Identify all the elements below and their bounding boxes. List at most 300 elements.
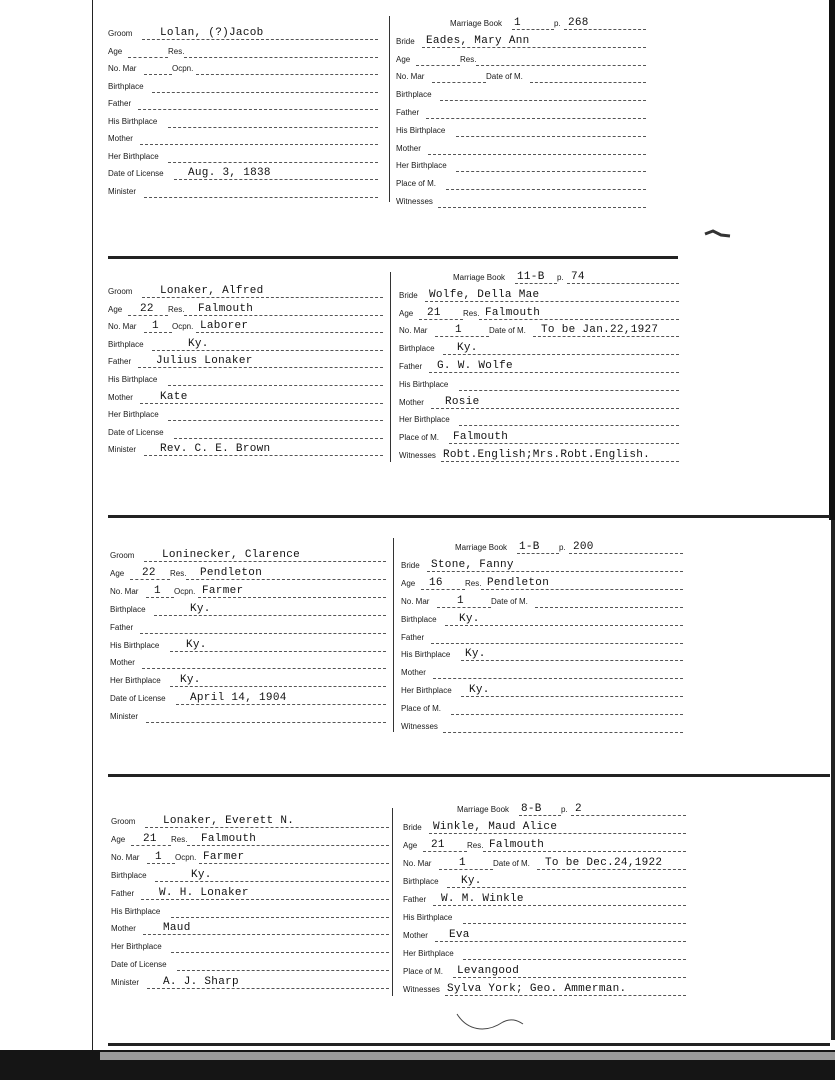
groom-father-line: [141, 899, 389, 900]
bride-name-line: [427, 571, 683, 572]
marriage-book-line: [515, 283, 557, 284]
groom-name-label: Groom: [111, 817, 136, 826]
groom-mother-label: Mother: [111, 924, 136, 934]
form-row: [108, 182, 378, 198]
groom-name-value: Lolan, (?)Jacob: [160, 27, 264, 39]
groom-ocpn-line: [199, 863, 389, 864]
bride-date-of-m-value: To be Dec.24,1922: [545, 857, 663, 869]
form-row: [396, 139, 646, 155]
form-row: [403, 926, 686, 942]
form-row: [111, 937, 389, 953]
groom-birthplace-line: [152, 92, 378, 93]
column-separator: [392, 808, 393, 996]
bride-age-value: 21: [427, 306, 441, 319]
groom-age-value: 21: [143, 832, 157, 845]
groom-date-of-license-label: Date of License: [108, 427, 164, 437]
groom-age-label: Age: [108, 46, 123, 56]
groom-age-line: [131, 845, 171, 846]
bride-place-of-m-label: Place of M.: [403, 967, 444, 976]
bride-age-label: Age: [401, 578, 416, 588]
form-row: [396, 103, 646, 119]
bride-his-birthplace-line: [456, 136, 646, 137]
groom-father-label: Father: [108, 357, 132, 367]
form-row: [111, 902, 389, 918]
form-row: [396, 67, 646, 83]
groom-minister-line: [144, 455, 383, 456]
bride-date-of-m-label: Date of M.: [486, 72, 523, 82]
bride-no-mar-value: 1: [455, 324, 462, 337]
groom-no-mar-line: [144, 332, 172, 333]
groom-ocpn-line: [196, 332, 383, 333]
groom-mother-value: Maud: [163, 922, 191, 935]
bride-name-value: Winkle, Maud Alice: [433, 821, 558, 833]
form-row: [110, 564, 386, 580]
form-row: [111, 973, 389, 989]
form-row: [108, 405, 383, 421]
form-row: [110, 636, 386, 652]
groom-date-of-license-value: April 14, 1904: [190, 692, 287, 705]
bride-witnesses-line: [443, 732, 683, 733]
groom-birthplace-label: Birthplace: [108, 339, 144, 349]
form-row: [110, 600, 386, 616]
form-row: [396, 50, 646, 66]
groom-res-value: Pendleton: [200, 566, 263, 579]
bride-no-mar-line: [439, 869, 493, 870]
bride-name-line: [422, 47, 646, 48]
bride-res-value: Falmouth: [485, 306, 541, 319]
bride-no-mar-line: [435, 336, 489, 337]
groom-ocpn-value: Laborer: [200, 320, 249, 333]
bride-name-value: Stone, Fanny: [431, 558, 514, 571]
groom-res-label: Res.: [168, 304, 185, 314]
bride-her-birthplace-line: [461, 696, 683, 697]
groom-mother-label: Mother: [108, 134, 133, 143]
groom-ocpn-line: [196, 74, 378, 75]
bride-name-label: Bride: [401, 560, 420, 570]
marriage-book-value: 11-B: [517, 271, 545, 283]
bride-date-of-m-line: [537, 869, 686, 870]
groom-minister-label: Minister: [108, 445, 137, 455]
form-row: [403, 890, 686, 906]
bride-birthplace-value: Ky.: [459, 612, 480, 625]
bride-res-line: [483, 851, 686, 852]
scan-bottom-strip: [100, 1052, 835, 1060]
form-row: [396, 121, 646, 137]
groom-name-label: Groom: [108, 29, 133, 38]
bride-witnesses-line: [438, 207, 646, 208]
groom-res-line: [184, 315, 383, 316]
bride-witnesses-label: Witnesses: [399, 451, 436, 460]
form-row: [403, 872, 686, 888]
form-row: [396, 192, 646, 208]
form-row: [401, 574, 683, 590]
bride-place-of-m-line: [446, 189, 646, 190]
bride-res-line: [476, 65, 646, 66]
bride-witnesses-line: [445, 995, 686, 996]
groom-birthplace-line: [155, 881, 389, 882]
bride-mother-value: Rosie: [445, 395, 480, 408]
form-row: [396, 32, 646, 48]
bride-name-value: Wolfe, Della Mae: [429, 288, 540, 301]
form-row: [108, 112, 378, 128]
groom-ocpn-line: [198, 597, 386, 598]
form-row: [401, 556, 683, 572]
groom-no-mar-label: No. Mar: [108, 322, 137, 332]
groom-age-value: 22: [142, 566, 156, 579]
form-row: [108, 440, 383, 456]
column-separator: [389, 16, 390, 202]
groom-her-birthplace-line: [168, 162, 378, 163]
groom-no-mar-value: 1: [152, 320, 159, 333]
marriage-book-page-label: p.: [554, 19, 561, 28]
groom-ocpn-label: Ocpn.: [172, 64, 194, 73]
marriage-book-label: Marriage Book: [455, 543, 508, 552]
groom-no-mar-value: 1: [154, 584, 161, 597]
bride-res-line: [481, 589, 683, 590]
form-row: [108, 59, 378, 75]
marriage-book-value: 1-B: [519, 541, 540, 553]
bride-his-birthplace-label: His Birthplace: [396, 125, 446, 135]
bride-date-of-m-line: [530, 82, 646, 83]
groom-his-birthplace-label: His Birthplace: [111, 906, 161, 916]
form-row: [403, 854, 686, 870]
bride-father-label: Father: [401, 632, 425, 642]
bride-his-birthplace-label: His Birthplace: [399, 379, 449, 389]
groom-age-label: Age: [110, 568, 125, 578]
groom-date-of-license-label: Date of License: [108, 169, 164, 178]
groom-his-birthplace-label: His Birthplace: [108, 375, 158, 384]
bride-age-value: 21: [431, 839, 445, 851]
bride-father-line: [433, 905, 686, 906]
bride-no-mar-label: No. Mar: [396, 72, 425, 82]
groom-minister-label: Minister: [111, 978, 140, 988]
bride-name-line: [429, 833, 686, 834]
bride-date-of-m-label: Date of M.: [491, 596, 528, 606]
bride-mother-label: Mother: [399, 397, 424, 407]
bride-age-line: [423, 851, 467, 852]
bride-his-birthplace-label: His Birthplace: [403, 913, 453, 922]
form-row: [110, 582, 386, 598]
bride-name-line: [425, 301, 679, 302]
bride-date-of-m-line: [535, 607, 683, 608]
groom-ocpn-label: Ocpn.: [172, 322, 194, 332]
groom-date-of-license-value: Aug. 3, 1838: [188, 167, 271, 179]
bride-birthplace-label: Birthplace: [403, 877, 439, 886]
bride-age-label: Age: [403, 841, 418, 850]
groom-his-birthplace-line: [168, 385, 383, 386]
groom-name-label: Groom: [108, 287, 133, 296]
form-row: [111, 812, 389, 828]
record-divider: [108, 515, 830, 518]
pen-scribble-mark: [455, 1008, 525, 1036]
groom-his-birthplace-line: [170, 651, 386, 652]
marriage-book-page-line: [564, 29, 646, 30]
groom-name-label: Groom: [110, 551, 135, 560]
bride-mother-line: [435, 941, 686, 942]
bride-age-line: [421, 589, 465, 590]
bride-age-label: Age: [396, 54, 411, 64]
form-row: [455, 538, 683, 554]
form-row: [399, 304, 679, 320]
groom-her-birthplace-value: Ky.: [180, 674, 201, 687]
groom-her-birthplace-label: Her Birthplace: [108, 410, 159, 420]
groom-no-mar-label: No. Mar: [108, 64, 137, 73]
bride-her-birthplace-label: Her Birthplace: [399, 415, 450, 425]
form-row: [108, 317, 383, 333]
form-row: [110, 618, 386, 634]
bride-res-label: Res.: [467, 841, 484, 850]
bride-age-value: 16: [429, 576, 443, 589]
groom-mother-value: Kate: [160, 390, 188, 403]
form-row: [401, 717, 683, 733]
form-row: [396, 156, 646, 172]
bride-res-label: Res.: [465, 578, 482, 588]
bride-mother-label: Mother: [396, 143, 421, 153]
groom-res-line: [184, 57, 378, 58]
bride-mother-label: Mother: [401, 668, 426, 678]
form-row: [108, 370, 383, 386]
bride-res-value: Pendleton: [487, 576, 550, 589]
form-row: [403, 962, 686, 978]
bride-father-label: Father: [396, 108, 420, 117]
groom-date-of-license-line: [176, 704, 386, 705]
groom-father-line: [140, 633, 386, 634]
groom-her-birthplace-line: [170, 686, 386, 687]
bride-name-value: Eades, Mary Ann: [426, 34, 530, 47]
bride-witnesses-label: Witnesses: [401, 722, 438, 731]
form-row: [110, 689, 386, 705]
groom-age-label: Age: [108, 304, 123, 314]
groom-date-of-license-line: [177, 970, 389, 971]
groom-birthplace-label: Birthplace: [108, 81, 144, 91]
scan-smudge-mark: [703, 228, 733, 240]
groom-res-value: Falmouth: [201, 832, 257, 845]
form-row: [108, 423, 383, 439]
bride-her-birthplace-label: Her Birthplace: [403, 949, 454, 958]
groom-birthplace-value: Ky.: [191, 868, 212, 881]
groom-father-label: Father: [110, 622, 134, 632]
bride-no-mar-value: 1: [457, 594, 464, 607]
form-row: [401, 699, 683, 715]
form-row: [108, 147, 378, 163]
groom-mother-line: [142, 668, 386, 669]
groom-age-value: 22: [140, 302, 154, 315]
form-row: [399, 428, 679, 444]
form-row: [401, 663, 683, 679]
groom-birthplace-value: Ky.: [188, 337, 209, 350]
groom-her-birthplace-label: Her Birthplace: [111, 942, 162, 952]
bride-name-label: Bride: [399, 290, 418, 300]
form-row: [108, 282, 383, 298]
bride-her-birthplace-line: [459, 425, 679, 426]
groom-ocpn-value: Farmer: [202, 584, 244, 597]
record-divider: [108, 774, 830, 777]
bride-witnesses-value: Robt.English;Mrs.Robt.English.: [443, 449, 651, 461]
groom-minister-line: [146, 722, 386, 723]
bride-father-line: [426, 118, 646, 119]
groom-name-value: Lonaker, Alfred: [160, 285, 264, 297]
bride-place-of-m-line: [453, 977, 686, 978]
groom-birthplace-label: Birthplace: [110, 604, 146, 614]
bride-witnesses-label: Witnesses: [403, 985, 440, 994]
form-row: [111, 955, 389, 971]
bride-father-line: [431, 643, 683, 644]
bride-birthplace-line: [443, 354, 679, 355]
scan-right-edge: [829, 0, 835, 520]
groom-name-line: [142, 297, 383, 298]
marriage-book-page-value: 200: [573, 541, 594, 553]
marriage-book-line: [519, 815, 561, 816]
form-row: [111, 830, 389, 846]
groom-her-birthplace-line: [168, 420, 383, 421]
bride-res-label: Res.: [460, 54, 477, 64]
groom-res-label: Res.: [171, 834, 188, 844]
bride-birthplace-line: [447, 887, 686, 888]
marriage-book-value: 1: [514, 17, 521, 29]
groom-name-line: [142, 39, 378, 40]
marriage-book-value: 8-B: [521, 803, 542, 815]
groom-mother-line: [140, 144, 378, 145]
groom-birthplace-line: [152, 350, 383, 351]
groom-father-label: Father: [111, 888, 135, 898]
groom-name-value: Loninecker, Clarence: [162, 549, 301, 561]
bride-place-of-m-line: [449, 443, 679, 444]
form-row: [401, 645, 683, 661]
bride-birthplace-label: Birthplace: [399, 344, 435, 354]
bride-her-birthplace-line: [463, 959, 686, 960]
form-row: [403, 980, 686, 996]
groom-no-mar-line: [146, 597, 174, 598]
bride-no-mar-label: No. Mar: [401, 596, 430, 606]
column-separator: [393, 538, 394, 732]
groom-his-birthplace-line: [171, 917, 389, 918]
groom-his-birthplace-value: Ky.: [186, 638, 207, 651]
bride-res-value: Falmouth: [489, 839, 545, 851]
bride-father-value: W. M. Winkle: [441, 893, 524, 905]
bride-mother-line: [433, 678, 683, 679]
bride-mother-line: [431, 408, 679, 409]
groom-name-line: [145, 827, 389, 828]
form-row: [399, 286, 679, 302]
groom-birthplace-label: Birthplace: [111, 870, 147, 880]
form-row: [108, 94, 378, 110]
groom-birthplace-value: Ky.: [190, 602, 211, 615]
form-row: [108, 388, 383, 404]
form-row: [403, 818, 686, 834]
bride-no-mar-line: [432, 82, 486, 83]
bride-no-mar-label: No. Mar: [399, 326, 428, 336]
groom-ocpn-label: Ocpn.: [175, 852, 197, 862]
form-row: [401, 628, 683, 644]
form-row: [111, 919, 389, 935]
groom-minister-line: [144, 197, 378, 198]
marriage-book-page-label: p.: [559, 543, 566, 552]
groom-no-mar-value: 1: [155, 850, 162, 863]
form-row: [111, 848, 389, 864]
marriage-book-label: Marriage Book: [450, 19, 503, 28]
form-row: [403, 836, 686, 852]
groom-father-line: [138, 109, 378, 110]
bride-birthplace-label: Birthplace: [396, 90, 432, 100]
groom-ocpn-value: Farmer: [203, 850, 245, 863]
groom-no-mar-label: No. Mar: [110, 586, 139, 596]
marriage-book-label: Marriage Book: [453, 273, 506, 282]
form-row: [399, 393, 679, 409]
groom-birthplace-line: [154, 615, 386, 616]
bride-no-mar-value: 1: [459, 857, 466, 869]
form-row: [110, 653, 386, 669]
marriage-book-page-line: [569, 553, 683, 554]
bride-mother-line: [428, 154, 646, 155]
bride-witnesses-line: [441, 461, 679, 462]
bride-place-of-m-value: Falmouth: [453, 431, 509, 444]
bride-father-label: Father: [399, 362, 423, 371]
bride-birthplace-line: [440, 100, 646, 101]
groom-minister-value: A. J. Sharp: [163, 976, 239, 989]
bride-mother-value: Eva: [449, 929, 470, 941]
form-row: [108, 77, 378, 93]
bride-her-birthplace-label: Her Birthplace: [396, 161, 447, 171]
groom-res-label: Res.: [168, 46, 185, 56]
marriage-book-line: [512, 29, 554, 30]
groom-her-birthplace-label: Her Birthplace: [108, 151, 159, 161]
groom-age-label: Age: [111, 834, 126, 844]
groom-date-of-license-label: Date of License: [111, 960, 167, 970]
bride-date-of-m-line: [533, 336, 679, 337]
bride-place-of-m-label: Place of M.: [399, 433, 440, 443]
groom-father-line: [138, 367, 383, 368]
bride-witnesses-label: Witnesses: [396, 197, 433, 206]
bride-place-of-m-label: Place of M.: [396, 179, 437, 189]
groom-minister-value: Rev. C. E. Brown: [160, 443, 271, 456]
bride-her-birthplace-label: Her Birthplace: [401, 686, 452, 696]
groom-age-line: [128, 57, 168, 58]
form-row: [108, 129, 378, 145]
record-divider: [108, 256, 678, 259]
form-row: [401, 681, 683, 697]
groom-mother-line: [140, 403, 383, 404]
form-row: [111, 884, 389, 900]
marriage-book-page-line: [571, 815, 686, 816]
groom-name-value: Lonaker, Everett N.: [163, 815, 295, 827]
bride-witnesses-value: Sylva York; Geo. Ammerman.: [447, 983, 627, 995]
bride-her-birthplace-line: [456, 171, 646, 172]
form-row: [396, 174, 646, 190]
form-row: [403, 908, 686, 924]
bride-mother-label: Mother: [403, 931, 428, 940]
form-row: [399, 375, 679, 391]
column-separator: [390, 272, 391, 462]
groom-his-birthplace-line: [168, 127, 378, 128]
groom-his-birthplace-label: His Birthplace: [110, 640, 160, 650]
marriage-book-label: Marriage Book: [457, 805, 510, 814]
form-row: [108, 42, 378, 58]
groom-no-mar-line: [144, 74, 172, 75]
groom-date-of-license-line: [174, 179, 378, 180]
form-row: [396, 85, 646, 101]
bride-date-of-m-label: Date of M.: [493, 859, 530, 868]
form-row: [399, 410, 679, 426]
groom-mother-line: [143, 934, 389, 935]
record-divider: [108, 1043, 830, 1046]
marriage-book-page-value: 74: [571, 271, 585, 283]
form-row: [399, 321, 679, 337]
marriage-book-page-label: p.: [557, 273, 564, 282]
form-row: [399, 357, 679, 373]
bride-birthplace-value: Ky.: [457, 342, 478, 355]
groom-date-of-license-line: [174, 438, 383, 439]
bride-name-label: Bride: [396, 36, 415, 46]
